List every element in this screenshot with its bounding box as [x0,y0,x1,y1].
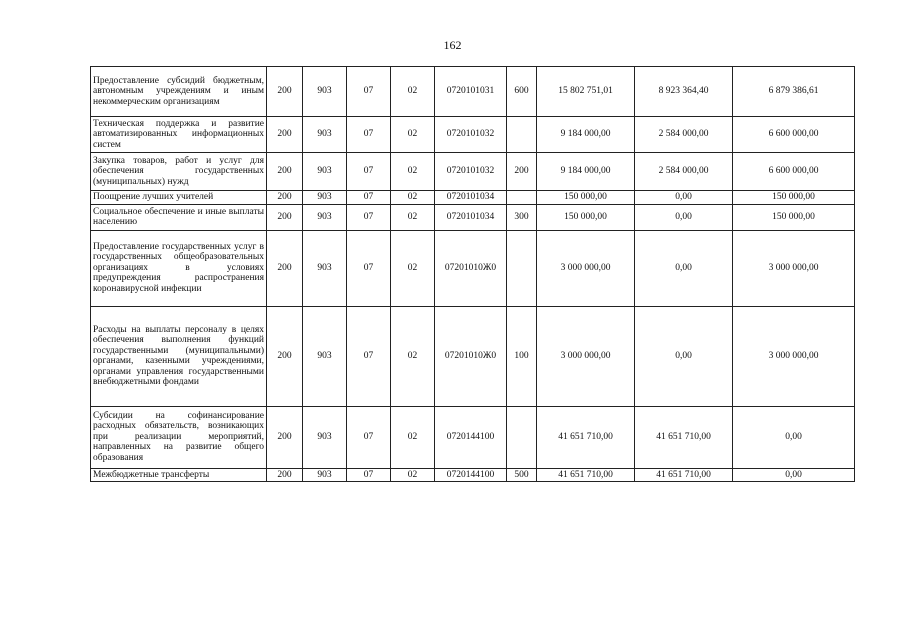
cell-kind: 200 [507,153,537,191]
row-name: Расходы на выплаты персоналу в целях обеспечения выполнения функций государственными (муниципальными) органами, казенными учреждениями, органами управления государственными внебюджетными фондами [91,306,267,406]
cell-amount: 41 651 710,00 [537,468,635,482]
cell-kind: 100 [507,306,537,406]
cell-code: 07 [347,306,391,406]
row-name: Предоставление государственных услуг в государственных общеобразовательных организациях в условиях предупреждения распространения коронавирусной инфекции [91,230,267,306]
cell-code: 903 [303,117,347,153]
cell-amount: 9 184 000,00 [537,153,635,191]
cell-code: 02 [391,117,435,153]
cell-code: 903 [303,230,347,306]
cell-code: 200 [267,153,303,191]
cell-code: 200 [267,191,303,205]
cell-target: 0720101032 [435,153,507,191]
cell-target: 0720101034 [435,204,507,230]
cell-amount: 3 000 000,00 [537,306,635,406]
cell-amount: 150 000,00 [733,191,855,205]
table-row [91,230,855,306]
cell-amount: 2 584 000,00 [635,153,733,191]
cell-code: 200 [267,204,303,230]
cell-code: 200 [267,468,303,482]
cell-code: 07 [347,204,391,230]
table-row [91,204,855,230]
cell-amount: 6 879 386,61 [733,67,855,117]
cell-kind [507,230,537,306]
cell-amount: 150 000,00 [733,204,855,230]
cell-code: 07 [347,67,391,117]
cell-amount: 41 651 710,00 [537,406,635,468]
cell-amount: 9 184 000,00 [537,117,635,153]
cell-code: 200 [267,117,303,153]
cell-code: 07 [347,153,391,191]
cell-amount: 150 000,00 [537,204,635,230]
cell-amount: 6 600 000,00 [733,153,855,191]
cell-code: 903 [303,67,347,117]
cell-code: 02 [391,67,435,117]
cell-code: 02 [391,468,435,482]
row-name: Социальное обеспечение и иные выплаты населению [91,204,267,230]
cell-target: 0720101031 [435,67,507,117]
cell-kind [507,117,537,153]
budget-table [90,66,855,482]
row-name: Межбюджетные трансферты [91,468,267,482]
cell-code: 903 [303,191,347,205]
cell-code: 02 [391,230,435,306]
cell-amount: 0,00 [635,191,733,205]
cell-code: 07 [347,191,391,205]
cell-target: 0720101034 [435,191,507,205]
cell-code: 02 [391,204,435,230]
cell-code: 07 [347,230,391,306]
cell-amount: 15 802 751,01 [537,67,635,117]
table-row [91,468,855,482]
cell-code: 02 [391,153,435,191]
cell-code: 903 [303,406,347,468]
table-row [91,67,855,117]
table-row [91,153,855,191]
cell-amount: 8 923 364,40 [635,67,733,117]
row-name: Субсидии на софинансирование расходных обязательств, возникающих при реализации мероприятий, направленных на развитие общего образования [91,406,267,468]
cell-code: 07 [347,468,391,482]
cell-code: 903 [303,153,347,191]
row-name: Предоставление субсидий бюджетным, автономным учреждениям и иным некоммерческим организациям [91,67,267,117]
cell-amount: 41 651 710,00 [635,406,733,468]
cell-code: 07 [347,406,391,468]
page-number: 162 [443,38,462,52]
cell-kind [507,191,537,205]
cell-amount: 0,00 [733,468,855,482]
table-row [91,191,855,205]
cell-target: 0720144100 [435,468,507,482]
cell-code: 903 [303,204,347,230]
table-row [91,406,855,468]
cell-code: 02 [391,191,435,205]
cell-kind: 600 [507,67,537,117]
cell-code: 02 [391,406,435,468]
row-name: Закупка товаров, работ и услуг для обеспечения государственных (муниципальных) нужд [91,153,267,191]
cell-kind: 300 [507,204,537,230]
row-name: Поощрение лучших учителей [91,191,267,205]
cell-kind [507,406,537,468]
cell-kind: 500 [507,468,537,482]
cell-code: 07 [347,117,391,153]
row-name: Техническая поддержка и развитие автоматизированных информационных систем [91,117,267,153]
cell-code: 903 [303,306,347,406]
cell-code: 200 [267,306,303,406]
cell-code: 200 [267,67,303,117]
table-row [91,306,855,406]
cell-amount: 150 000,00 [537,191,635,205]
cell-amount: 6 600 000,00 [733,117,855,153]
cell-code: 02 [391,306,435,406]
cell-amount: 2 584 000,00 [635,117,733,153]
cell-target: 0720101032 [435,117,507,153]
cell-amount: 3 000 000,00 [537,230,635,306]
cell-amount: 3 000 000,00 [733,230,855,306]
table-row [91,117,855,153]
cell-target: 07201010Ж0 [435,230,507,306]
cell-target: 0720144100 [435,406,507,468]
cell-amount: 0,00 [635,204,733,230]
cell-amount: 41 651 710,00 [635,468,733,482]
cell-code: 200 [267,406,303,468]
cell-code: 200 [267,230,303,306]
cell-amount: 0,00 [635,306,733,406]
table-body [91,67,855,482]
cell-target: 07201010Ж0 [435,306,507,406]
cell-amount: 3 000 000,00 [733,306,855,406]
cell-amount: 0,00 [635,230,733,306]
cell-code: 903 [303,468,347,482]
cell-amount: 0,00 [733,406,855,468]
